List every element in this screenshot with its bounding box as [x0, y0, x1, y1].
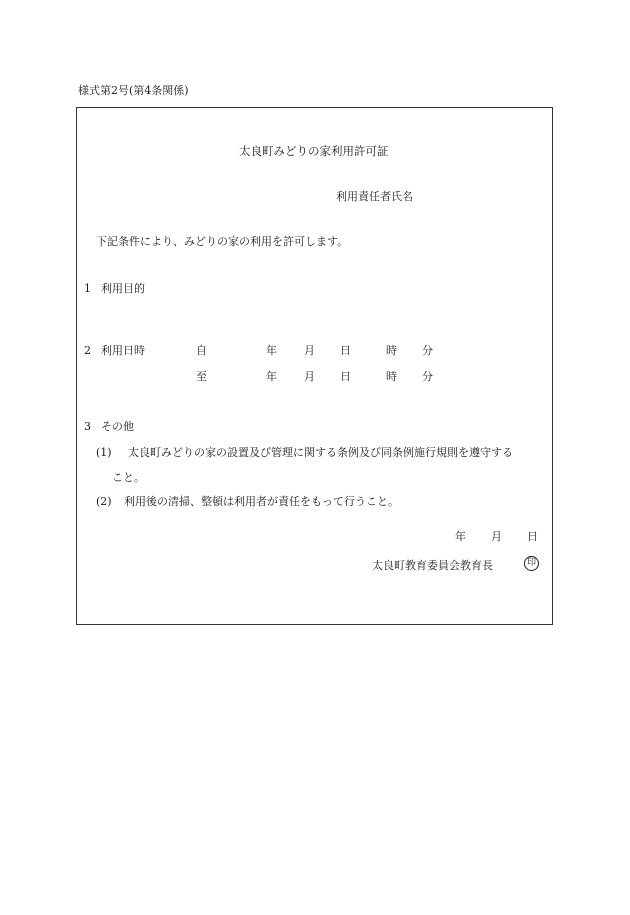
- item-2-datetime-label: 利用日時: [101, 344, 145, 357]
- issue-month-unit: 月: [491, 530, 502, 543]
- item-1-number: 1: [84, 282, 91, 295]
- issuer-name: 太良町教育委員会教育長: [372, 559, 493, 572]
- from-minute-unit: 分: [422, 344, 433, 357]
- intro-text: 下記条件により、みどりの家の利用を許可します。: [96, 235, 349, 248]
- form-number-label: 様式第2号(第4条関係): [78, 84, 189, 97]
- item-2-number: 2: [84, 344, 91, 357]
- condition-2-number: (2): [96, 495, 112, 508]
- item-3-number: 3: [84, 420, 91, 433]
- to-hour-unit: 時: [386, 370, 397, 383]
- to-year-unit: 年: [266, 370, 277, 383]
- issue-day-unit: 日: [527, 530, 538, 543]
- from-label: 自: [196, 344, 207, 357]
- from-hour-unit: 時: [386, 344, 397, 357]
- condition-1-number: (1): [96, 446, 112, 459]
- to-minute-unit: 分: [422, 370, 433, 383]
- from-day-unit: 日: [340, 344, 351, 357]
- document-title: 太良町みどりの家利用許可証: [239, 144, 389, 158]
- issue-year-unit: 年: [455, 530, 466, 543]
- applicant-name-label: 利用責任者氏名: [336, 190, 413, 203]
- seal-mark: 印: [524, 556, 539, 571]
- item-1-purpose-label: 利用目的: [101, 282, 145, 295]
- to-day-unit: 日: [340, 370, 351, 383]
- condition-1-text: 太良町みどりの家の設置及び管理に関する条例及び同条例施行規則を遵守する: [128, 446, 513, 459]
- to-month-unit: 月: [304, 370, 315, 383]
- condition-1-continuation: こと。: [112, 471, 145, 484]
- permit-form-frame: [76, 107, 553, 625]
- to-label: 至: [196, 370, 207, 383]
- from-year-unit: 年: [266, 344, 277, 357]
- item-3-other-label: その他: [101, 420, 134, 433]
- from-month-unit: 月: [304, 344, 315, 357]
- condition-2-text: 利用後の清掃、整頓は利用者が責任をもって行うこと。: [124, 495, 399, 508]
